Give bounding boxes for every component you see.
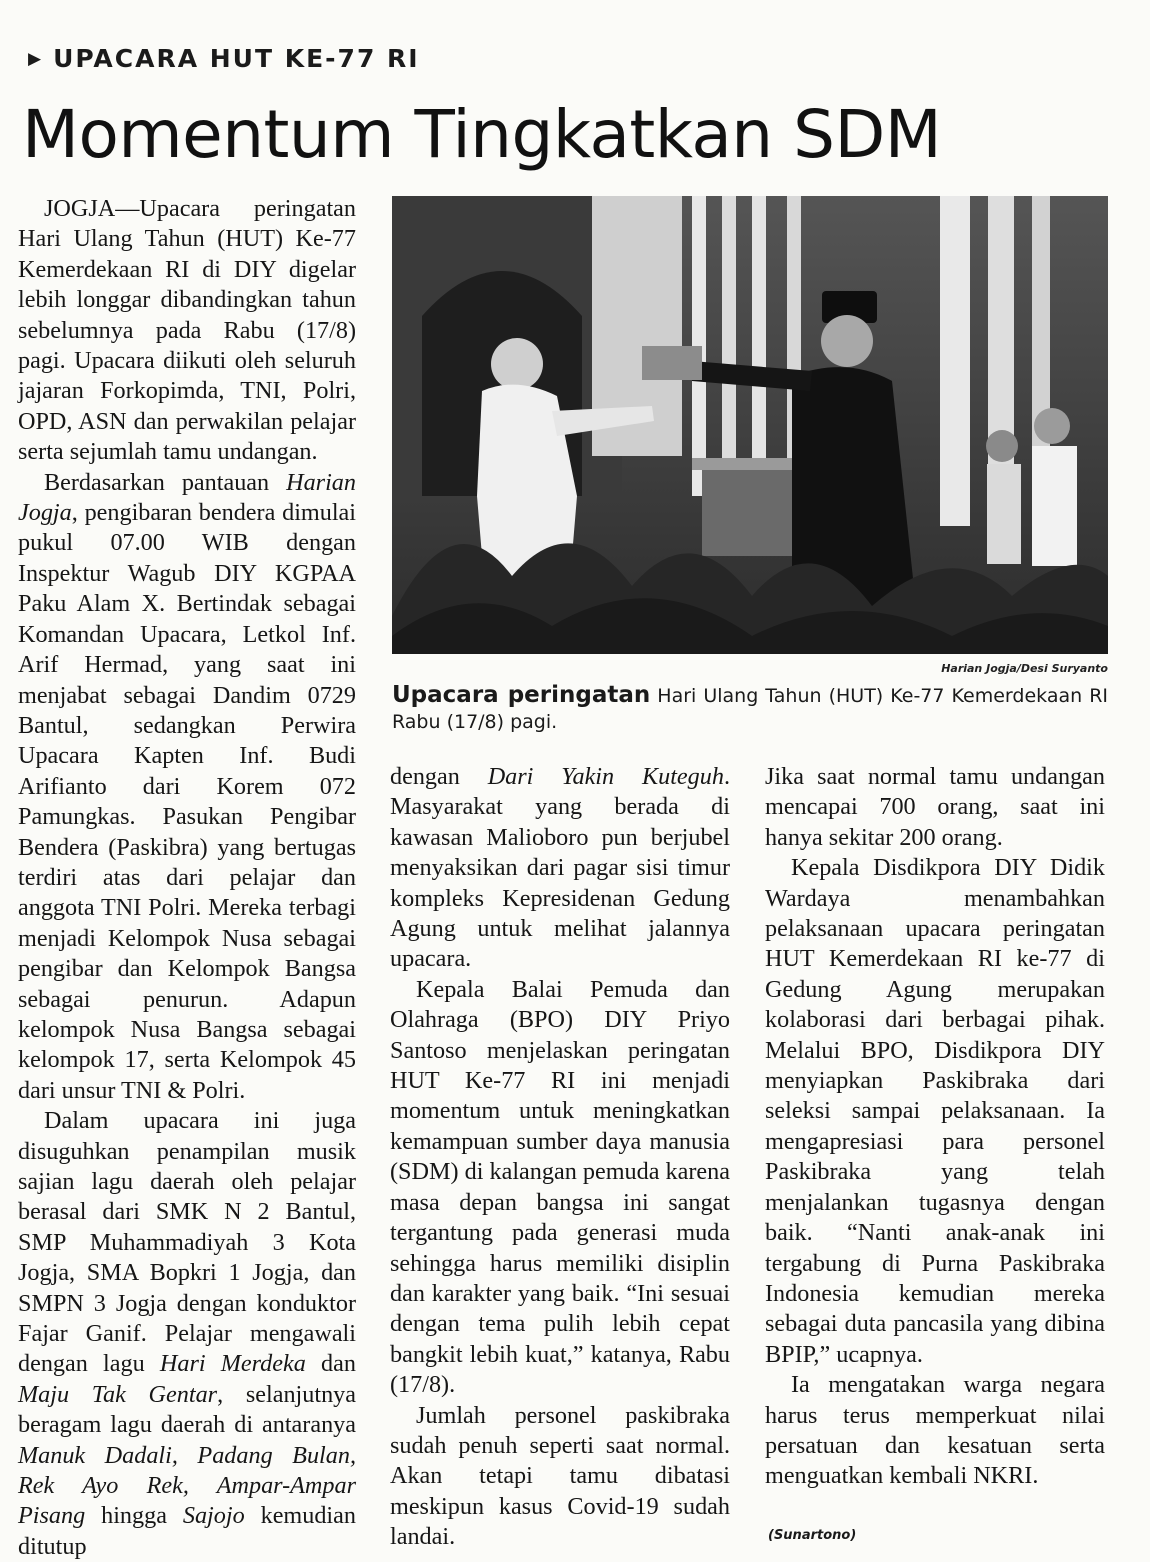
text: dan [305, 1350, 356, 1378]
photo-credit: Harian Jogja/Desi Suryanto [941, 662, 1108, 675]
text: , pengibaran bendera dimulai pukul 07.00 WIB dengan Inspektur Wagub DIY KGPAA Paku Alam X. Bertindak sebagai Komandan Upacara, Letkol Inf. Arif Hermad, yang saat ini menjabat sebagai Dandim 0729 Bantul, sedangkan Perwira Upacara Kapten Inf. Budi Arifianto dari Korem 072 Pamungkas. Pasukan Pengibar Bendera (Paskibra) yang bertugas terdiri atas dari pelajar dan anggota TNI Polri. Mereka terbagi menjadi Kelompok Nusa sebagai pengibar dan Kelompok Bangsa sebagai penurun. Adapun kelompok Nusa Bangsa sebagai kelompok 17, serta Kelompok 45 dari unsur TNI & Polri. [18, 499, 356, 1104]
author-byline: (Sunartono) [768, 1528, 857, 1543]
paragraph: Ia mengatakan warga negara harus terus memperkuat nilai persatuan dan kesatuan serta menguatkan kembali NKRI. [765, 1371, 1105, 1490]
text: . Masyarakat yang berada di kawasan Malioboro pun berjubel menyaksikan dari pagar sisi timur kompleks Kepresidenan Gedung Agung untuk melihat jalannya upacara. [390, 763, 730, 973]
italic-text: Hari Merdeka [159, 1350, 306, 1378]
italic-text: Dari Yakin Kuteguh [487, 763, 724, 790]
section-kicker [28, 44, 420, 73]
triangle-right-icon: ▶ [28, 49, 44, 69]
article-column-3 [765, 762, 1105, 1492]
paragraph: Kepala Disdikpora DIY Didik Wardaya menambahkan pelaksanaan upacara peringatan HUT Kemerdekaan RI ke-77 di Gedung Agung merupakan kolaborasi dari berbagai pihak. Melalui BPO, Disdikpora DIY menyiapkan Paskibraka dari seleksi sampai pelaksanaan. Ia mengapresiasi para personel Paskibraka yang telah menjalankan tugasnya dengan baik. “Nanti anak-anak ini tergabung di Purna Paskibraka Indonesia kemudian mereka sebagai duta pancasila yang dibina BPIP,” ucapnya. [765, 854, 1105, 1368]
kicker-text: UPACARA HUT KE-77 RI [53, 44, 420, 73]
text: , selanjutnya beragam lagu daerah di antaranya [18, 1380, 356, 1439]
text: hingga [85, 1502, 183, 1530]
paragraph [18, 468, 356, 1107]
news-photo [392, 196, 1108, 654]
text: JOGJA—Upacara peringatan Hari Ulang Tahun (HUT) Ke-77 Kemerdekaan RI di DIY digelar lebih longgar dibandingkan tahun sebelumnya pada Rabu (17/8) pagi. Upacara diikuti oleh seluruh jajaran Forkopimda, TNI, Polri, OPD, ASN dan perwakilan pelajar serta sejumlah tamu undangan. [18, 195, 356, 466]
article-column-1 [18, 194, 356, 1562]
ceremony-photo-illustration [392, 196, 1108, 654]
paragraph: Jumlah personel paskibraka sudah penuh seperti saat normal. Akan tetapi tamu dibatasi meskipun kasus Covid-19 sudah landai. [390, 1401, 730, 1551]
caption-lead: Upacara peringatan [392, 682, 651, 708]
headline: Momentum Tingkatkan SDM [22, 96, 942, 173]
paragraph [18, 194, 356, 468]
italic-text: Maju Tak Gentar [18, 1380, 218, 1408]
paragraph: Kepala Balai Pemuda dan Olahraga (BPO) DIY Priyo Santoso menjelaskan peringatan HUT Ke-77 RI ini menjadi momentum untuk meningkatkan kemampuan sumber daya manusia (SDM) di kalangan pemuda karena masa depan bangsa ini sangat tergantung pada generasi muda sehingga harus memiliki disiplin dan karakter yang baik. “Ini sesuai dengan tema pulih lebih cepat bangkit lebih kuat,” katanya, Rabu (17/8). [390, 975, 730, 1399]
paragraph: Jika saat normal tamu undangan mencapai 700 orang, saat ini hanya sekitar 200 orang. [765, 763, 1105, 851]
paragraph [18, 1106, 356, 1562]
photo-caption [392, 682, 1108, 735]
caption-text: Hari Ulang Tahun (HUT) Ke-77 Kemerdekaan RI Rabu (17/8) pagi. [392, 685, 1108, 733]
italic-text: Sajojo [182, 1502, 245, 1530]
text: kemudian ditutup [18, 1502, 356, 1560]
italic-text: Harian Jogja [18, 468, 356, 527]
paragraph [390, 762, 730, 975]
text: dengan [390, 763, 488, 790]
article-column-2 [390, 762, 730, 1553]
text: Dalam upacara ini juga disuguhkan penampilan musik sajian lagu daerah oleh pelajar berasal dari SMK N 2 Bantul, SMP Muhammadiyah 3 Kota Jogja, SMA Bopkri 1 Jogja, dan SMPN 3 Jogja dengan konduktor Fajar Ganif. Pelajar mengawali dengan lagu [18, 1107, 356, 1378]
italic-text: Manuk Dadali, Padang Bulan, Rek Ayo Rek, Ampar-Ampar Pisang [18, 1441, 356, 1530]
text: Berdasarkan pantauan [44, 468, 287, 496]
